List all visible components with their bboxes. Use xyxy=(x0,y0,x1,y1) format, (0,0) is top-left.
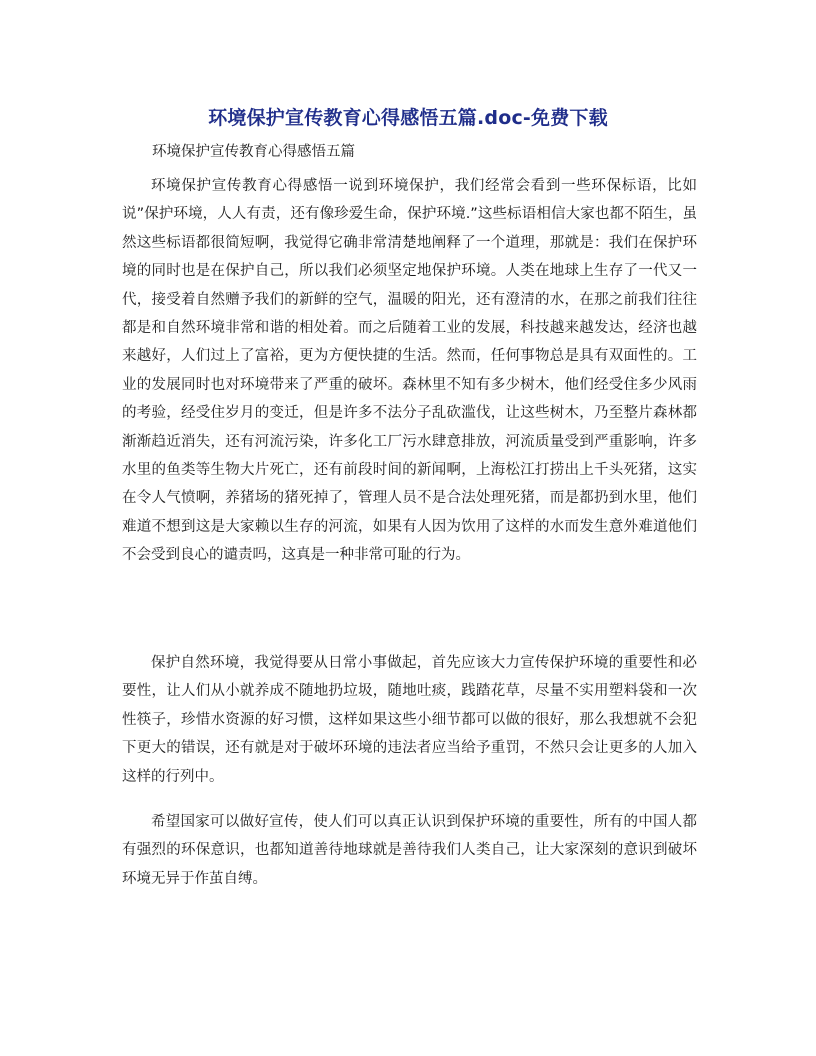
body-paragraph-2: 保护自然环境，我觉得要从日常小事做起，首先应该大力宣传保护环境的重要性和必要性，让人们从小就养成不随地扔垃圾，随地吐痰，践踏花草，尽量不实用塑料袋和一次性筷子，珍惜水资源的好习惯，这样如果这些小细节都可以做的很好，那么我想就不会犯下更大的错误，还有就是对于破坏环境的违法者应当给予重罚，不然只会让更多的人加入这样的行列中。 xyxy=(122,655,697,785)
document-title: 环境保护宣传教育心得感悟五篇.doc-免费下载 xyxy=(208,107,608,129)
body-paragraph-1: 环境保护宣传教育心得感悟一说到环境保护，我们经常会看到一些环保标语，比如说”保护环境，人人有责，还有像珍爱生命，保护环境.”这些标语相信大家也都不陌生，虽然这些标语都很简短啊，我觉得它确非常清楚地阐释了一个道理，那就是：我们在保护环境的同时也是在保护自己，所以我们必须坚定地保护环境。人类在地球上生存了一代又一代，接受着自然赠予我们的新鲜的空气，温暖的阳光，还有澄清的水，在那之前我们往往都是和自然环境非常和谐的相处着。而之后随着工业的发展，科技越来越发达，经济也越来越好，人们过上了富裕，更为方便快捷的生活。然而，任何事物总是具有双面性的。工业的发展同时也对环境带来了严重的破坏。森林里不知有多少树木，他们经受住多少风雨的考验，经受住岁月的变迁，但是许多不法分子乱砍滥伐，让这些树木，乃至整片森林都渐渐趋近消失，还有河流污染，许多化工厂污水肆意排放，河流质量受到严重影响，许多水里的鱼类等生物大片死亡，还有前段时间的新闻啊，上海松江打捞出上千头死猪，这实在令人气愤啊，养猪场的猪死掉了，管理人员不是合法处理死猪，而是都扔到水里，他们难道不想到这是大家赖以生存的河流，如果有人因为饮用了这样的水而发生意外难道他们不会受到良心的谴责吗，这真是一种非常可耻的行为。 xyxy=(122,178,697,564)
document-subtitle: 环境保护宣传教育心得感悟五篇 xyxy=(152,144,355,160)
body-paragraph-3: 希望国家可以做好宣传，使人们可以真正认识到保护环境的重要性，所有的中国人都有强烈的环保意识，也都知道善待地球就是善待我们人类自己，让大家深刻的意识到破坏环境无异于作茧自缚。 xyxy=(122,814,697,887)
